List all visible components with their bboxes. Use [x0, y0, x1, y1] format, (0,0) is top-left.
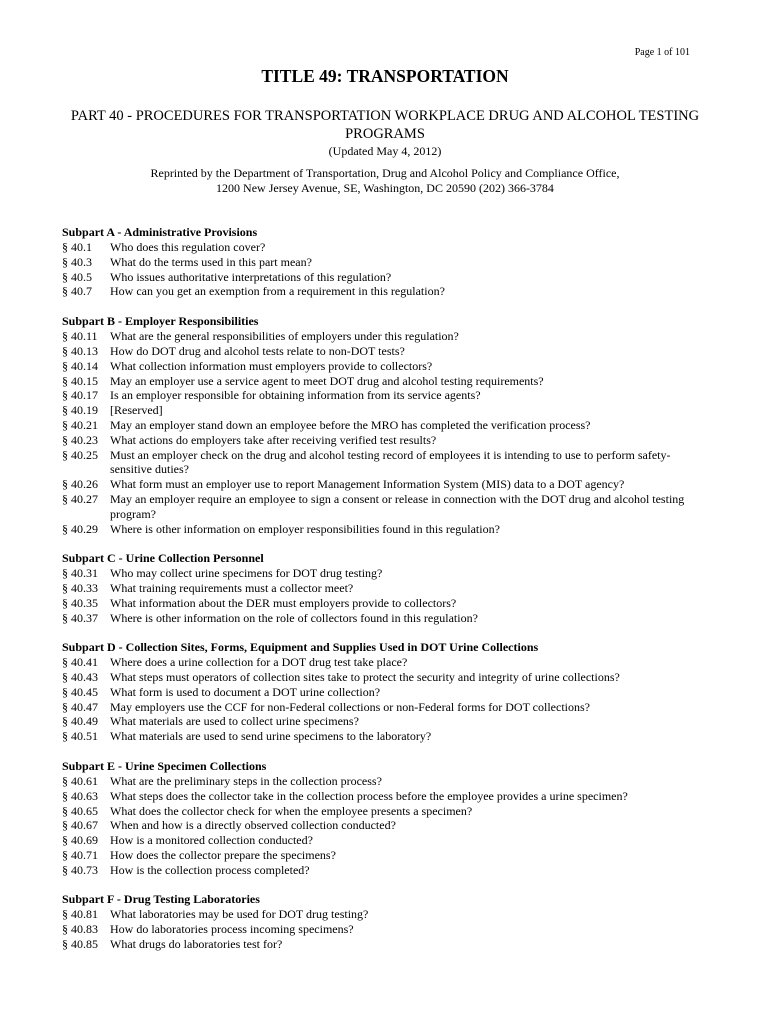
reprint-notice: [60, 166, 710, 196]
section-number: § 40.29: [62, 521, 98, 536]
section-title: Where is other information on employer responsibilities found in this regulation?: [110, 521, 500, 536]
section-number: § 40.23: [62, 432, 98, 447]
section-title: Where does a urine collection for a DOT drug test take place?: [110, 655, 408, 670]
section-number: § 40.17: [62, 388, 98, 403]
section-number: § 40.67: [62, 818, 98, 833]
table-of-contents: [62, 225, 702, 967]
document-title: TITLE 49: TRANSPORTATION: [261, 66, 509, 86]
toc-entry: [62, 729, 702, 744]
section-title: May an employer stand down an employee before the MRO has completed the verification process?: [110, 417, 591, 432]
toc-entry: [62, 403, 702, 418]
section-title: What are the general responsibilities of employers under this regulation?: [110, 329, 459, 344]
toc-entry: [62, 833, 702, 848]
subpart-c: [62, 551, 702, 625]
toc-entry: [62, 774, 702, 789]
section-number: § 40.65: [62, 803, 98, 818]
subpart-title: Subpart E - Urine Specimen Collections: [62, 758, 267, 773]
section-number: § 40.45: [62, 684, 98, 699]
section-title: Who does this regulation cover?: [110, 240, 266, 255]
section-number: § 40.37: [62, 610, 98, 625]
section-title: What materials are used to send urine specimens to the laboratory?: [110, 729, 432, 744]
section-number: § 40.19: [62, 403, 98, 418]
section-number: § 40.5: [62, 269, 92, 284]
section-number: § 40.81: [62, 907, 98, 922]
section-title: How can you get an exemption from a requirement in this regulation?: [110, 284, 445, 299]
section-number: § 40.3: [62, 254, 92, 269]
section-number: § 40.31: [62, 566, 98, 581]
toc-entry: [62, 804, 702, 819]
toc-entry: [62, 374, 702, 389]
toc-entry: [62, 596, 702, 611]
section-title: May an employer use a service agent to meet DOT drug and alcohol testing requirements?: [110, 373, 544, 388]
section-title: What steps does the collector take in the collection process before the employee provides a urine specimen?: [110, 788, 628, 803]
subpart-title: Subpart A - Administrative Provisions: [62, 225, 258, 239]
section-number: § 40.47: [62, 699, 98, 714]
toc-entry: [62, 863, 702, 878]
section-number: § 40.49: [62, 714, 98, 729]
toc-entry: [62, 670, 702, 685]
section-title: What are the preliminary steps in the collection process?: [110, 773, 382, 788]
subpart-d: [62, 640, 702, 744]
toc-entry: [62, 344, 702, 359]
toc-entry: [62, 818, 702, 833]
section-title: Must an employer check on the drug and alcohol testing record of employees it is intending to use to perform safety-sensitive duties?: [110, 447, 671, 477]
section-title: May employers use the CCF for non-Federal collections or non-Federal forms for DOT collections?: [110, 699, 590, 714]
section-title: Is an employer responsible for obtaining information from its service agents?: [110, 388, 481, 403]
section-number: § 40.43: [62, 670, 98, 685]
section-title: What do the terms used in this part mean?: [110, 254, 312, 269]
section-title: What materials are used to collect urine specimens?: [110, 714, 359, 729]
section-title: What steps must operators of collection sites take to protect the security and integrity of urine collections?: [110, 670, 620, 685]
section-title: May an employer require an employee to sign a consent or release in connection with the DOT drug and alcohol testing program?: [110, 491, 685, 521]
section-title: What laboratories may be used for DOT drug testing?: [110, 907, 369, 922]
toc-entry: [62, 655, 702, 670]
section-number: § 40.7: [62, 284, 92, 299]
section-number: § 40.35: [62, 595, 98, 610]
section-title: What information about the DER must employers provide to collectors?: [110, 595, 457, 610]
toc-entry: [62, 255, 702, 270]
toc-entry: [62, 714, 702, 729]
toc-entry: [62, 848, 702, 863]
section-number: § 40.85: [62, 937, 98, 952]
section-number: § 40.83: [62, 922, 98, 937]
toc-entry: [62, 418, 702, 433]
reprint-line-1: Reprinted by the Department of Transportation, Drug and Alcohol Policy and Compliance Office,: [150, 166, 620, 180]
toc-entry: [62, 240, 702, 255]
toc-entry: [62, 922, 702, 937]
subpart-title: Subpart D - Collection Sites, Forms, Equipment and Supplies Used in DOT Urine Collections: [62, 640, 539, 655]
section-title: What actions do employers take after receiving verified test results?: [110, 432, 437, 447]
toc-entry: [62, 611, 702, 626]
section-number: § 40.69: [62, 833, 98, 848]
section-title: How is the collection process completed?: [110, 862, 310, 877]
section-title: How do DOT drug and alcohol tests relate to non-DOT tests?: [110, 343, 405, 358]
section-title: Who issues authoritative interpretations of this regulation?: [110, 269, 392, 284]
section-number: § 40.25: [62, 447, 98, 462]
section-number: § 40.1: [62, 240, 92, 255]
section-number: § 40.33: [62, 581, 98, 596]
section-number: § 40.61: [62, 773, 98, 788]
toc-entry: [62, 789, 702, 804]
section-title: What training requirements must a collector meet?: [110, 581, 354, 596]
section-number: § 40.15: [62, 373, 98, 388]
section-title: How do laboratories process incoming specimens?: [110, 922, 354, 937]
section-number: § 40.73: [62, 862, 98, 877]
toc-entry: [62, 581, 702, 596]
toc-entry: [62, 448, 702, 478]
section-number: § 40.41: [62, 655, 98, 670]
section-number: § 40.63: [62, 788, 98, 803]
reprint-line-2: 1200 New Jersey Avenue, SE, Washington, DC 20590 (202) 366-3784: [216, 181, 554, 195]
subpart-title: Subpart F - Drug Testing Laboratories: [62, 892, 260, 907]
section-number: § 40.13: [62, 343, 98, 358]
section-number: § 40.71: [62, 847, 98, 862]
section-number: § 40.27: [62, 491, 98, 506]
toc-entry: [62, 492, 702, 522]
section-title: What drugs do laboratories test for?: [110, 937, 283, 952]
toc-entry: [62, 284, 702, 299]
toc-entry: [62, 522, 702, 537]
subpart-e: [62, 759, 702, 878]
toc-entry: [62, 433, 702, 448]
section-number: § 40.14: [62, 358, 98, 373]
toc-entry: [62, 388, 702, 403]
section-title: Where is other information on the role of collectors found in this regulation?: [110, 610, 478, 625]
section-number: § 40.51: [62, 729, 98, 744]
section-title: What does the collector check for when the employee presents a specimen?: [110, 803, 473, 818]
section-title: How is a monitored collection conducted?: [110, 833, 313, 848]
section-number: § 40.11: [62, 329, 98, 344]
toc-entry: [62, 907, 702, 922]
toc-entry: [62, 700, 702, 715]
section-title: What form is used to document a DOT urine collection?: [110, 684, 381, 699]
part-heading: PART 40 - PROCEDURES FOR TRANSPORTATION WORKPLACE DRUG AND ALCOHOL TESTING PROGRAMS: [70, 108, 700, 142]
section-title: [Reserved]: [110, 403, 163, 418]
toc-entry: [62, 685, 702, 700]
updated-date: (Updated May 4, 2012): [328, 144, 442, 158]
section-title: What form must an employer use to report Management Information System (MIS) data to a DOT agency?: [110, 477, 625, 492]
subpart-b: [62, 314, 702, 536]
page-number: Page 1 of 101: [634, 47, 690, 58]
toc-entry: [62, 566, 702, 581]
subpart-a: [62, 225, 702, 299]
toc-entry: [62, 329, 702, 344]
section-number: § 40.26: [62, 477, 98, 492]
section-title: When and how is a directly observed collection conducted?: [110, 818, 396, 833]
section-title: Who may collect urine specimens for DOT drug testing?: [110, 566, 383, 581]
section-title: How does the collector prepare the specimens?: [110, 847, 336, 862]
toc-entry: [62, 477, 702, 492]
subpart-title: Subpart B - Employer Responsibilities: [62, 314, 259, 329]
subpart-f: [62, 892, 702, 951]
section-number: § 40.21: [62, 417, 98, 432]
toc-entry: [62, 937, 702, 952]
toc-entry: [62, 359, 702, 374]
section-title: What collection information must employers provide to collectors?: [110, 358, 433, 373]
toc-entry: [62, 270, 702, 285]
subpart-title: Subpart C - Urine Collection Personnel: [62, 551, 264, 566]
